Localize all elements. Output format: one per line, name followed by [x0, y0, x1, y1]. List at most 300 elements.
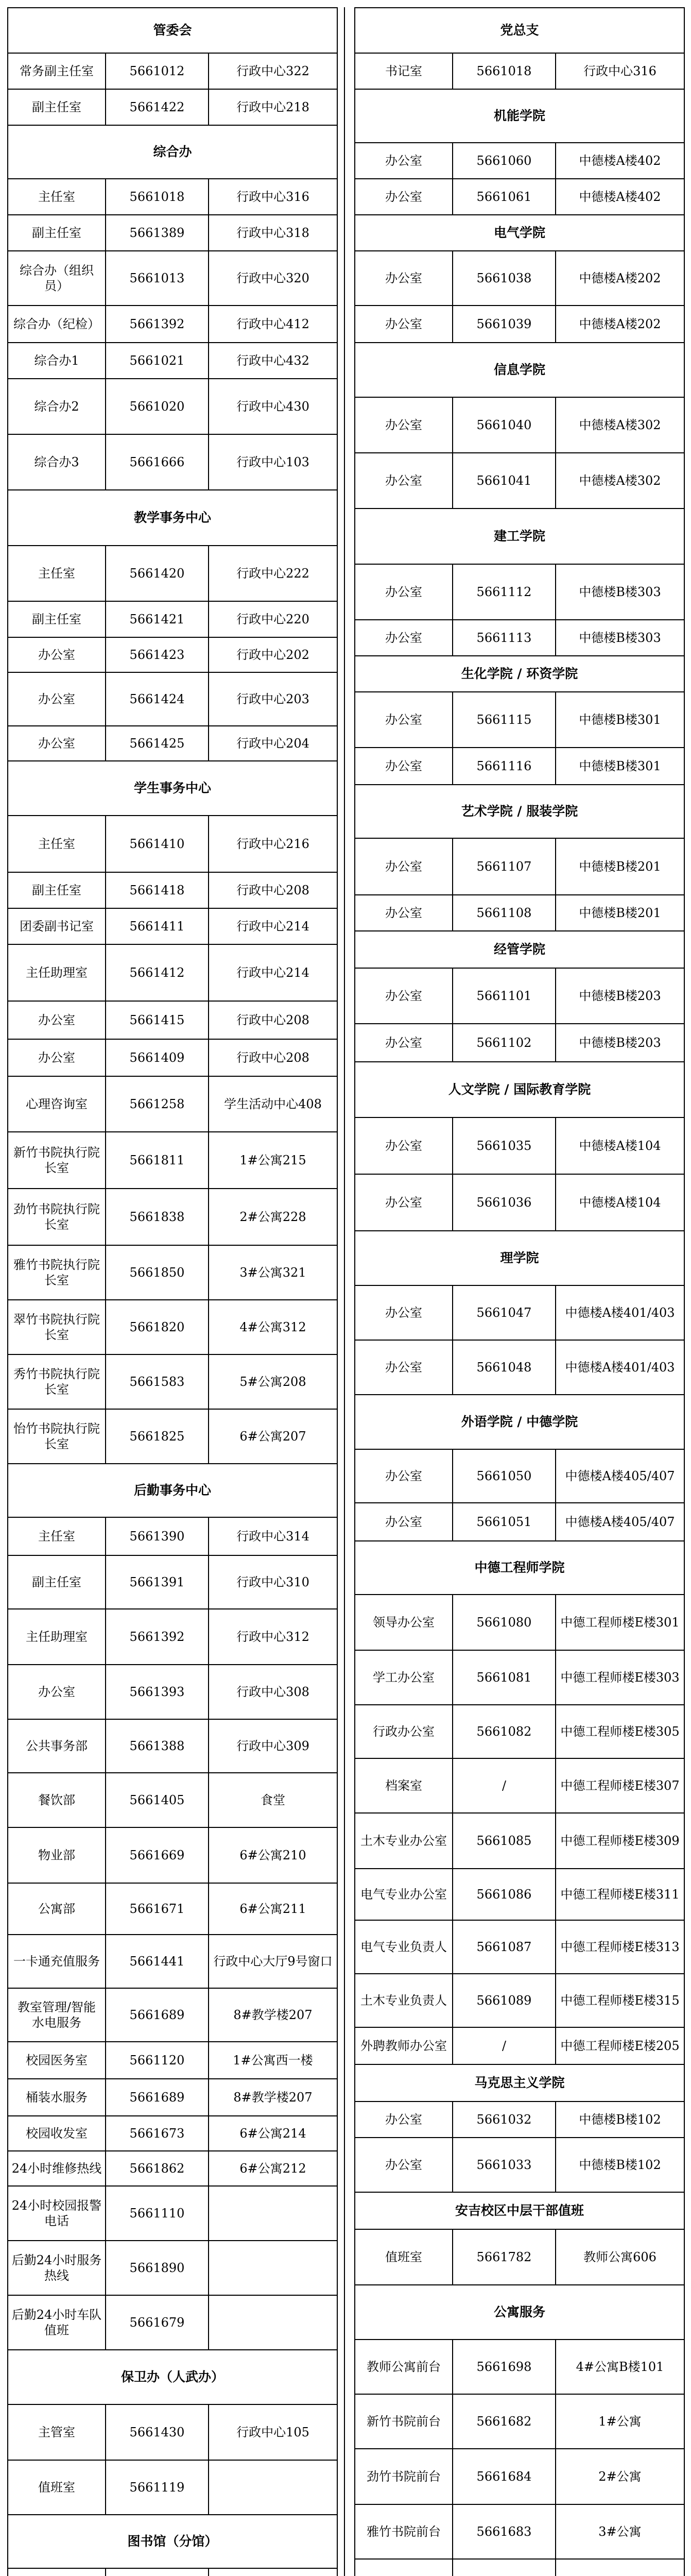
office-cell: 办公室: [355, 1174, 453, 1231]
location-cell: 行政中心310: [209, 1555, 337, 1609]
phone-cell: 5661405: [106, 1773, 209, 1827]
location-cell: 2#公寓228: [209, 1189, 337, 1245]
location-cell: 行政中心204: [209, 726, 337, 761]
office-cell: 秀竹书院执行院长室: [8, 1354, 106, 1409]
section-title: 生化学院 / 环资学院: [355, 656, 684, 692]
location-cell: [209, 2295, 337, 2350]
office-cell: 办公室: [355, 1503, 453, 1541]
location-cell: 8#教学楼207: [209, 1988, 337, 2042]
table-row: [355, 2138, 684, 2192]
location-cell: 中德楼A楼405/407: [556, 1503, 684, 1541]
office-cell: 综合办（组织员）: [8, 251, 106, 306]
office-cell: 雅竹书院前台: [355, 2504, 453, 2559]
table-row: [8, 343, 337, 379]
phone-cell: 5661689: [106, 1988, 209, 2042]
section-title: 外语学院 / 中德学院: [355, 1395, 684, 1449]
section-header-row: [8, 2350, 337, 2404]
table-row: [355, 306, 684, 343]
location-cell: 1#公寓: [556, 2394, 684, 2449]
table-row: [355, 2340, 684, 2394]
office-cell: 办公室: [8, 726, 106, 761]
location-cell: 中德楼A楼401/403: [556, 1340, 684, 1395]
office-cell: 公共事务部: [8, 1719, 106, 1773]
section-header-row: [355, 1062, 684, 1117]
section-header-row: [355, 89, 684, 143]
phone-cell: [106, 2568, 209, 2576]
table-row: [355, 1285, 684, 1340]
location-cell: 中德楼A楼302: [556, 453, 684, 509]
phone-cell: 5661412: [106, 944, 209, 1001]
table-row: [8, 1189, 337, 1245]
table-row: [355, 895, 684, 931]
phone-cell: 5661080: [453, 1595, 556, 1650]
office-cell: 主任室: [8, 179, 106, 215]
phone-cell: 5661041: [453, 453, 556, 509]
location-cell: 行政中心432: [209, 343, 337, 379]
location-cell: 中德楼B楼301: [556, 692, 684, 748]
phone-cell: 5661036: [453, 1174, 556, 1231]
office-cell: 值班室: [8, 2460, 106, 2515]
table-row: [355, 620, 684, 656]
office-cell: 24小时校园报警电话: [8, 2186, 106, 2241]
phone-cell: 5661684: [453, 2449, 556, 2504]
table-row: [355, 2027, 684, 2064]
section-title: 建工学院: [355, 509, 684, 564]
table-row: [355, 1705, 684, 1758]
office-cell: 后勤24小时车队值班: [8, 2295, 106, 2350]
office-cell: 办公室: [355, 838, 453, 895]
office-cell: 常务副主任室: [8, 53, 106, 89]
table-row: [8, 2241, 337, 2295]
table-row: [355, 251, 684, 306]
location-cell: 中德楼B楼203: [556, 968, 684, 1024]
location-cell: [209, 2186, 337, 2241]
section-header-row: [355, 2192, 684, 2229]
location-cell: 行政中心203: [209, 672, 337, 726]
phone-cell: 5661390: [106, 1517, 209, 1555]
phone-cell: 5661862: [106, 2151, 209, 2186]
table-row: [8, 1245, 337, 1300]
office-cell: 办公室: [8, 637, 106, 672]
phone-cell: 5661107: [453, 838, 556, 895]
table-row: [355, 1920, 684, 1974]
phone-cell: 5661669: [106, 1827, 209, 1883]
office-cell: 校园收发室: [8, 2116, 106, 2151]
phone-cell: 5661258: [106, 1076, 209, 1132]
table-row: [355, 1595, 684, 1650]
office-cell: 副主任室: [8, 872, 106, 908]
phone-cell: 5661393: [106, 1665, 209, 1719]
office-cell: 档案室: [355, 1758, 453, 1813]
phone-cell: 5661683: [453, 2504, 556, 2559]
location-cell: 8#教学楼207: [209, 2079, 337, 2116]
phone-cell: 5661012: [106, 53, 209, 89]
phone-cell: 5661040: [453, 397, 556, 453]
phone-cell: 5661411: [106, 908, 209, 944]
table-row: [355, 453, 684, 509]
office-cell: 外聘教师办公室: [355, 2027, 453, 2064]
table-row: [8, 1001, 337, 1039]
phone-cell: 5661081: [453, 1650, 556, 1705]
office-cell: 主管室: [8, 2404, 106, 2460]
table-row: [8, 1409, 337, 1464]
table-row: [8, 215, 337, 251]
location-cell: 中德楼B楼301: [556, 748, 684, 785]
table-row: [355, 564, 684, 620]
location-cell: 4#公寓B楼101: [556, 2340, 684, 2394]
phone-cell: 5661035: [453, 1117, 556, 1174]
section-header-row: [355, 1395, 684, 1449]
office-cell: 主任助理室: [8, 1609, 106, 1665]
office-cell: 办公室: [355, 179, 453, 215]
phone-cell: 5661102: [453, 1024, 556, 1062]
section-title: 公寓服务: [355, 2285, 684, 2340]
phone-cell: 5661392: [106, 306, 209, 343]
table-row: [8, 251, 337, 306]
section-title: 中德工程师学院: [355, 1541, 684, 1595]
section-title: 艺术学院 / 服装学院: [355, 785, 684, 838]
office-cell: 办公室: [355, 1449, 453, 1503]
location-cell: 行政中心308: [209, 1665, 337, 1719]
phone-cell: 5661086: [453, 1869, 556, 1920]
location-cell: 1#公寓西一楼: [209, 2042, 337, 2079]
location-cell: 行政中心430: [209, 379, 337, 434]
table-row: [355, 1024, 684, 1062]
table-row: [8, 2568, 337, 2576]
section-title: 教学事务中心: [8, 490, 337, 546]
location-cell: 中德工程师楼E楼305: [556, 1705, 684, 1758]
phone-cell: 5661421: [106, 601, 209, 637]
phone-cell: 5661110: [106, 2186, 209, 2241]
office-cell: 雅竹书院执行院长室: [8, 1245, 106, 1300]
office-cell: [8, 2568, 106, 2576]
location-cell: 行政中心222: [209, 546, 337, 601]
table-row: [355, 2504, 684, 2559]
location-cell: 中德楼B楼201: [556, 895, 684, 931]
office-cell: 行政办公室: [355, 1705, 453, 1758]
office-cell: 办公室: [355, 1340, 453, 1395]
location-cell: 行政中心314: [209, 1517, 337, 1555]
office-cell: 24小时维修热线: [8, 2151, 106, 2186]
location-cell: 中德楼B楼102: [556, 2102, 684, 2138]
office-cell: 学工办公室: [355, 1650, 453, 1705]
office-cell: [355, 2559, 453, 2576]
location-cell: 3#公寓: [556, 2504, 684, 2559]
location-cell: 行政中心318: [209, 215, 337, 251]
table-row: [8, 1988, 337, 2042]
phone-cell: 5661890: [106, 2241, 209, 2295]
table-row: [355, 968, 684, 1024]
table-row: [355, 2102, 684, 2138]
section-header-row: [8, 490, 337, 546]
phone-cell: 5661038: [453, 251, 556, 306]
table-row: [355, 1974, 684, 2027]
table-row: [8, 2186, 337, 2241]
table-row: [355, 1869, 684, 1920]
phone-cell: 5661101: [453, 968, 556, 1024]
office-cell: 办公室: [355, 895, 453, 931]
office-cell: 主任室: [8, 546, 106, 601]
location-cell: 中德工程师楼E楼311: [556, 1869, 684, 1920]
office-cell: 劲竹书院执行院长室: [8, 1189, 106, 1245]
phone-cell: 5661838: [106, 1189, 209, 1245]
section-title: 理学院: [355, 1231, 684, 1285]
phone-cell: 5661583: [106, 1354, 209, 1409]
location-cell: 行政中心322: [209, 53, 337, 89]
table-row: [8, 53, 337, 89]
office-cell: 办公室: [8, 1665, 106, 1719]
phone-cell: 5661089: [453, 1974, 556, 2027]
table-row: [8, 2151, 337, 2186]
phone-cell: 5661389: [106, 215, 209, 251]
office-cell: 办公室: [355, 251, 453, 306]
location-cell: 中德工程师楼E楼303: [556, 1650, 684, 1705]
phone-cell: 5661430: [106, 2404, 209, 2460]
office-cell: 办公室: [355, 453, 453, 509]
phone-cell: 5661115: [453, 692, 556, 748]
office-cell: 公寓部: [8, 1883, 106, 1935]
phone-cell: 5661061: [453, 179, 556, 215]
location-cell: 1#公寓215: [209, 1132, 337, 1189]
location-cell: 行政中心316: [556, 53, 684, 89]
office-cell: 书记室: [355, 53, 453, 89]
phone-cell: 5661391: [106, 1555, 209, 1609]
location-cell: 行政中心103: [209, 434, 337, 490]
office-cell: 后勤24小时服务热线: [8, 2241, 106, 2295]
phone-cell: 5661018: [453, 53, 556, 89]
location-cell: [209, 2460, 337, 2515]
location-cell: 行政中心312: [209, 1609, 337, 1665]
location-cell: 6#公寓207: [209, 1409, 337, 1464]
table-row: [8, 2404, 337, 2460]
table-row: [8, 637, 337, 672]
table-row: [355, 397, 684, 453]
location-cell: 6#公寓210: [209, 1827, 337, 1883]
left-column: [7, 7, 337, 2576]
table-row: [355, 1650, 684, 1705]
location-cell: 行政中心220: [209, 601, 337, 637]
right-table: [354, 7, 685, 2576]
phone-cell: 5661425: [106, 726, 209, 761]
location-cell: 中德工程师楼E楼309: [556, 1813, 684, 1869]
office-cell: 综合办1: [8, 343, 106, 379]
location-cell: 4#公寓312: [209, 1300, 337, 1354]
office-cell: 副主任室: [8, 89, 106, 125]
office-cell: 办公室: [8, 672, 106, 726]
table-row: [8, 2460, 337, 2515]
phone-cell: 5661060: [453, 143, 556, 179]
office-cell: 办公室: [355, 397, 453, 453]
phone-cell: 5661032: [453, 2102, 556, 2138]
table-row: [8, 306, 337, 343]
location-cell: 6#公寓211: [209, 1883, 337, 1935]
phone-cell: /: [453, 1758, 556, 1813]
section-header-row: [355, 1231, 684, 1285]
office-cell: 教师公寓前台: [355, 2340, 453, 2394]
section-header-row: [355, 656, 684, 692]
location-cell: 中德楼B楼201: [556, 838, 684, 895]
location-cell: 中德工程师楼E楼205: [556, 2027, 684, 2064]
phone-cell: 5661018: [106, 179, 209, 215]
location-cell: 行政中心214: [209, 908, 337, 944]
office-cell: 办公室: [8, 1001, 106, 1039]
phone-cell: 5661087: [453, 1920, 556, 1974]
phone-cell: 5661048: [453, 1340, 556, 1395]
phone-cell: 5661120: [106, 2042, 209, 2079]
location-cell: 中德工程师楼E楼313: [556, 1920, 684, 1974]
section-header-row: [355, 343, 684, 397]
phone-cell: 5661039: [453, 306, 556, 343]
table-row: [8, 1354, 337, 1409]
location-cell: 行政中心208: [209, 872, 337, 908]
location-cell: 学生活动中心408: [209, 1076, 337, 1132]
office-cell: 主任室: [8, 1517, 106, 1555]
location-cell: 行政中心214: [209, 944, 337, 1001]
office-cell: 办公室: [355, 748, 453, 785]
table-row: [8, 1517, 337, 1555]
location-cell: 行政中心412: [209, 306, 337, 343]
table-row: [8, 2116, 337, 2151]
office-cell: 物业部: [8, 1827, 106, 1883]
office-cell: 电气专业办公室: [355, 1869, 453, 1920]
phone-cell: 5661679: [106, 2295, 209, 2350]
phone-cell: 5661388: [106, 1719, 209, 1773]
location-cell: 2#公寓: [556, 2449, 684, 2504]
phone-cell: 5661811: [106, 1132, 209, 1189]
phone-cell: 5661112: [453, 564, 556, 620]
table-row: [355, 1117, 684, 1174]
section-header-row: [8, 1464, 337, 1517]
location-cell: 中德楼B楼303: [556, 620, 684, 656]
location-cell: 行政中心216: [209, 816, 337, 872]
phone-cell: 5661409: [106, 1039, 209, 1076]
section-title: 后勤事务中心: [8, 1464, 337, 1517]
section-header-row: [8, 8, 337, 53]
table-row: [8, 872, 337, 908]
table-row: [8, 908, 337, 944]
table-row: [355, 179, 684, 215]
section-title: 管委会: [8, 8, 337, 53]
phone-cell: 5661420: [106, 546, 209, 601]
section-header-row: [8, 2515, 337, 2568]
section-header-row: [355, 785, 684, 838]
column-divider: [344, 7, 345, 2576]
phone-cell: /: [453, 2027, 556, 2064]
office-cell: 土木专业办公室: [355, 1813, 453, 1869]
directory-page: [7, 7, 684, 2576]
office-cell: 办公室: [355, 692, 453, 748]
office-cell: 综合办（纪检）: [8, 306, 106, 343]
location-cell: 6#公寓212: [209, 2151, 337, 2186]
office-cell: 综合办3: [8, 434, 106, 490]
right-column: [354, 7, 684, 2576]
office-cell: 新竹书院前台: [355, 2394, 453, 2449]
location-cell: 中德楼B楼102: [556, 2138, 684, 2192]
phone-cell: 5661673: [106, 2116, 209, 2151]
table-row: [8, 2295, 337, 2350]
office-cell: 心理咨询室: [8, 1076, 106, 1132]
office-cell: 办公室: [355, 968, 453, 1024]
phone-cell: 5661047: [453, 1285, 556, 1340]
section-header-row: [355, 2285, 684, 2340]
phone-cell: 5661820: [106, 1300, 209, 1354]
office-cell: 团委副书记室: [8, 908, 106, 944]
section-title: 保卫办（人武办）: [8, 2350, 337, 2404]
table-row: [8, 1827, 337, 1883]
location-cell: 行政中心208: [209, 1039, 337, 1076]
section-title: 电气学院: [355, 215, 684, 251]
section-header-row: [355, 931, 684, 968]
location-cell: 中德楼A楼402: [556, 179, 684, 215]
office-cell: 领导办公室: [355, 1595, 453, 1650]
table-row: [355, 1503, 684, 1541]
location-cell: 行政中心316: [209, 179, 337, 215]
location-cell: 中德楼A楼405/407: [556, 1449, 684, 1503]
location-cell: 中德楼B楼303: [556, 564, 684, 620]
section-title: 安吉校区中层干部值班: [355, 2192, 684, 2229]
phone-cell: 5661671: [106, 1883, 209, 1935]
table-row: [8, 1609, 337, 1665]
location-cell: 行政中心202: [209, 637, 337, 672]
table-row: [8, 2042, 337, 2079]
phone-cell: 5661422: [106, 89, 209, 125]
table-row: [355, 2559, 684, 2576]
phone-cell: 5661082: [453, 1705, 556, 1758]
table-row: [355, 1174, 684, 1231]
office-cell: 主任助理室: [8, 944, 106, 1001]
table-row: [355, 53, 684, 89]
phone-cell: 5661689: [106, 2079, 209, 2116]
table-row: [8, 1719, 337, 1773]
table-row: [8, 1773, 337, 1827]
office-cell: 主任室: [8, 816, 106, 872]
table-row: [8, 1039, 337, 1076]
phone-cell: 5661051: [453, 1503, 556, 1541]
table-row: [8, 2079, 337, 2116]
office-cell: 教室管理/智能水电服务: [8, 1988, 106, 2042]
phone-cell: 5661033: [453, 2138, 556, 2192]
phone-cell: [453, 2559, 556, 2576]
table-row: [8, 179, 337, 215]
left-table: [7, 7, 338, 2576]
phone-cell: 5661698: [453, 2340, 556, 2394]
section-title: 机能学院: [355, 89, 684, 143]
office-cell: 副主任室: [8, 1555, 106, 1609]
office-cell: 一卡通充值服务: [8, 1935, 106, 1988]
table-row: [8, 816, 337, 872]
section-title: 信息学院: [355, 343, 684, 397]
phone-cell: 5661850: [106, 1245, 209, 1300]
table-row: [8, 944, 337, 1001]
table-row: [8, 434, 337, 490]
location-cell: 中德楼A楼104: [556, 1117, 684, 1174]
table-row: [8, 379, 337, 434]
phone-cell: 5661116: [453, 748, 556, 785]
location-cell: 行政中心208: [209, 1001, 337, 1039]
location-cell: 中德工程师楼E楼301: [556, 1595, 684, 1650]
office-cell: 土木专业负责人: [355, 1974, 453, 2027]
section-header-row: [355, 8, 684, 53]
table-row: [355, 1758, 684, 1813]
table-row: [355, 2229, 684, 2285]
phone-cell: 5661392: [106, 1609, 209, 1665]
office-cell: 副主任室: [8, 601, 106, 637]
table-row: [8, 1555, 337, 1609]
location-cell: [556, 2559, 684, 2576]
section-header-row: [355, 509, 684, 564]
table-row: [8, 1076, 337, 1132]
section-header-row: [355, 1541, 684, 1595]
